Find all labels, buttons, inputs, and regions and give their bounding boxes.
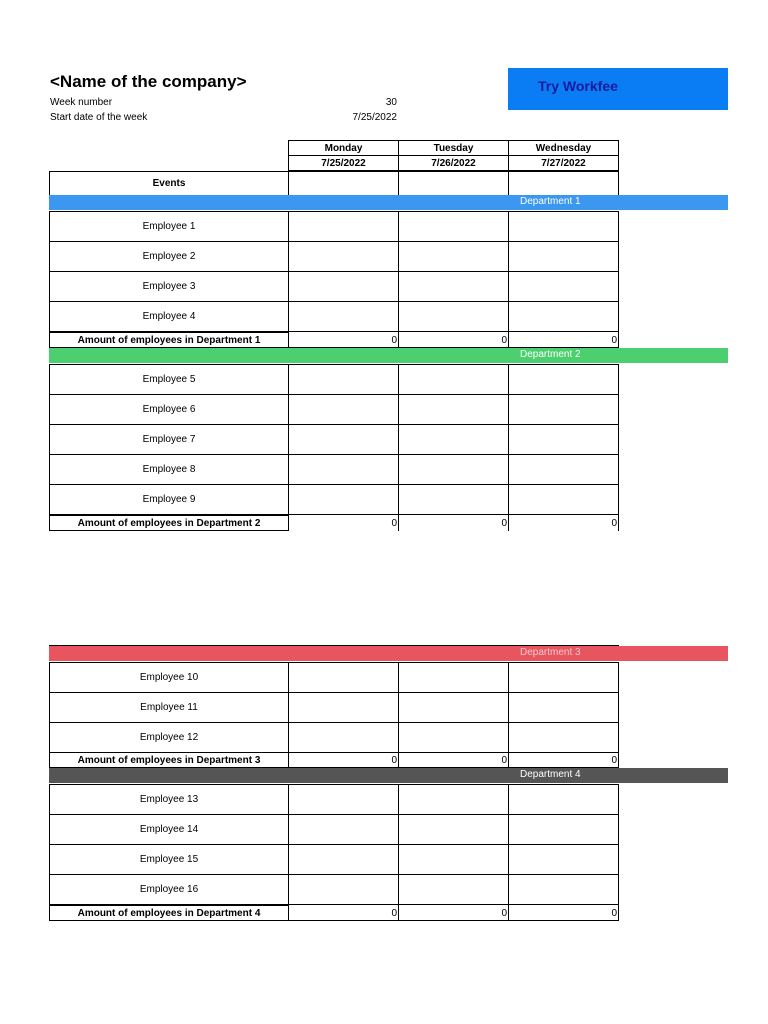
shift-cell[interactable]: [288, 301, 399, 332]
shift-cell[interactable]: [508, 424, 619, 455]
try-workfeed-button[interactable]: [508, 68, 728, 110]
department-total-value: 0: [288, 905, 399, 921]
shift-cell[interactable]: [508, 784, 619, 815]
shift-cell[interactable]: [508, 844, 619, 875]
shift-cell[interactable]: [508, 364, 619, 395]
shift-cell[interactable]: [398, 814, 509, 845]
day-date-tuesday: 7/26/2022: [398, 155, 509, 171]
shift-cell[interactable]: [288, 454, 399, 485]
shift-cell[interactable]: [288, 394, 399, 425]
employee-name: Employee 15: [49, 844, 289, 875]
shift-cell[interactable]: [288, 784, 399, 815]
company-name: <Name of the company>: [50, 72, 247, 91]
shift-cell[interactable]: [288, 484, 399, 515]
shift-cell[interactable]: [288, 364, 399, 395]
shift-cell[interactable]: [508, 301, 619, 332]
department-total-value: 0: [398, 905, 509, 921]
shift-cell[interactable]: [288, 211, 399, 242]
employee-name: Employee 10: [49, 662, 289, 693]
day-header-wednesday: Wednesday: [508, 140, 619, 156]
day-date-wednesday: 7/27/2022: [508, 155, 619, 171]
shift-cell[interactable]: [398, 394, 509, 425]
employee-name: Employee 2: [49, 241, 289, 272]
department-total-value: 0: [398, 752, 509, 768]
department-bar-3: [49, 646, 728, 661]
shift-cell[interactable]: [398, 784, 509, 815]
shift-cell[interactable]: [288, 271, 399, 302]
employee-name: Employee 9: [49, 484, 289, 515]
shift-cell[interactable]: [288, 844, 399, 875]
department-total-value: 0: [288, 752, 399, 768]
shift-cell[interactable]: [398, 211, 509, 242]
employee-name: Employee 11: [49, 692, 289, 723]
day-header-monday: Monday: [288, 140, 399, 156]
shift-cell[interactable]: [288, 241, 399, 272]
employee-name: Employee 4: [49, 301, 289, 332]
department-total-value: 0: [398, 332, 509, 348]
employee-name: Employee 8: [49, 454, 289, 485]
employee-name: Employee 6: [49, 394, 289, 425]
shift-cell[interactable]: [508, 454, 619, 485]
employee-name: Employee 12: [49, 722, 289, 753]
department-label: Department 3: [520, 647, 581, 658]
shift-cell[interactable]: [508, 662, 619, 693]
shift-cell[interactable]: [508, 484, 619, 515]
shift-cell[interactable]: [508, 814, 619, 845]
shift-cell[interactable]: [508, 241, 619, 272]
events-cell-2[interactable]: [398, 171, 509, 196]
employee-name: Employee 5: [49, 364, 289, 395]
department-label: Department 2: [520, 349, 581, 360]
shift-cell[interactable]: [398, 454, 509, 485]
day-date-monday: 7/25/2022: [288, 155, 399, 171]
shift-cell[interactable]: [288, 424, 399, 455]
department-bar-2: [49, 348, 728, 363]
department-label: Department 1: [520, 196, 581, 207]
department-total-value: 0: [288, 515, 399, 531]
shift-cell[interactable]: [398, 301, 509, 332]
summary-bottom-border: [49, 920, 619, 921]
shift-cell[interactable]: [398, 424, 509, 455]
shift-cell[interactable]: [398, 271, 509, 302]
department-bar-4: [49, 768, 728, 783]
employee-name: Employee 16: [49, 874, 289, 905]
shift-cell[interactable]: [398, 484, 509, 515]
employee-name: Employee 3: [49, 271, 289, 302]
department-total-label: Amount of employees in Department 4: [49, 905, 289, 921]
department-total-label: Amount of employees in Department 3: [49, 752, 289, 768]
week-number-value[interactable]: 30: [385, 97, 397, 108]
shift-cell[interactable]: [288, 722, 399, 753]
shift-cell[interactable]: [508, 722, 619, 753]
events-cell-3[interactable]: [508, 171, 619, 196]
employee-name: Employee 7: [49, 424, 289, 455]
start-date-value[interactable]: 7/25/2022: [352, 112, 397, 123]
department-total-value: 0: [508, 752, 619, 768]
shift-cell[interactable]: [398, 722, 509, 753]
shift-cell[interactable]: [508, 692, 619, 723]
department-bar-1: [49, 195, 728, 210]
shift-cell[interactable]: [398, 874, 509, 905]
department-total-label: Amount of employees in Department 1: [49, 332, 289, 348]
employee-name: Employee 1: [49, 211, 289, 242]
employee-name: Employee 13: [49, 784, 289, 815]
shift-cell[interactable]: [288, 692, 399, 723]
department-total-value: 0: [398, 515, 509, 531]
department-total-value: 0: [508, 515, 619, 531]
shift-cell[interactable]: [508, 211, 619, 242]
shift-cell[interactable]: [398, 241, 509, 272]
shift-cell[interactable]: [288, 814, 399, 845]
start-date-label: Start date of the week: [50, 112, 148, 123]
department-total-value: 0: [508, 905, 619, 921]
week-number-label: Week number: [50, 97, 113, 108]
shift-cell[interactable]: [398, 844, 509, 875]
events-cell-1[interactable]: [288, 171, 399, 196]
shift-cell[interactable]: [398, 364, 509, 395]
employee-name: Employee 14: [49, 814, 289, 845]
shift-cell[interactable]: [508, 874, 619, 905]
department-total-label: Amount of employees in Department 2: [49, 515, 289, 531]
shift-cell[interactable]: [508, 394, 619, 425]
day-header-tuesday: Tuesday: [398, 140, 509, 156]
shift-cell[interactable]: [288, 874, 399, 905]
department-total-value: 0: [288, 332, 399, 348]
try-workfeed-label: Try Workfee: [538, 78, 618, 94]
shift-cell[interactable]: [398, 662, 509, 693]
events-label: Events: [49, 171, 289, 196]
department-label: Department 4: [520, 769, 581, 780]
department-total-value: 0: [508, 332, 619, 348]
shift-cell[interactable]: [508, 271, 619, 302]
shift-cell[interactable]: [398, 692, 509, 723]
shift-cell[interactable]: [288, 662, 399, 693]
